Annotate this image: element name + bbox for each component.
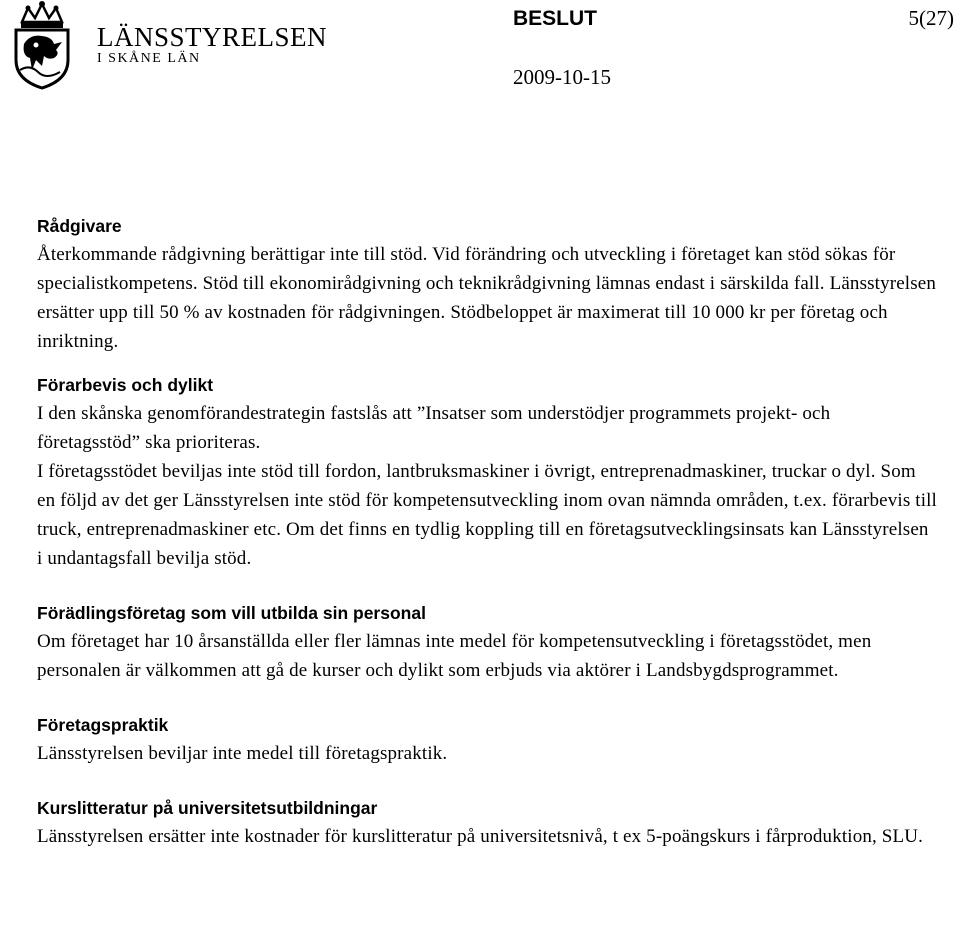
section-heading: Förarbevis och dylikt: [37, 375, 214, 395]
page-header: [0, 0, 960, 110]
document-body: [37, 212, 937, 851]
org-subtitle: I SKÅNE LÄN: [97, 51, 201, 66]
paragraph: Återkommande rådgivning berättigar inte till stöd. Vid förändring och utveckling i företaget kan stöd sökas för specialistkompetens. Stöd till ekonomirådgivning och teknikrådgivning lämnas endast i särskilda fall. Länsstyrelsen ersätter upp till 50 % av kostnaden för rådgivningen. Stödbeloppet är maximerat till 10 000 kr per företag och inriktning.: [37, 244, 936, 352]
section-heading: Företagspraktik: [37, 715, 169, 735]
section-foretagspraktik: [37, 711, 937, 768]
org-name: LÄNSSTYRELSEN: [97, 22, 328, 52]
paragraph: Länsstyrelsen beviljar inte medel till företagspraktik.: [37, 743, 448, 764]
griffin-crest-icon: [2, 0, 92, 90]
section-foradlingsforetag: [37, 599, 937, 685]
paragraph: I den skånska genomförandestrategin fastslås att ”Insatser som understödjer programmets projekt- och företagsstöd” ska prioriteras.: [37, 403, 831, 453]
logo: [2, 0, 342, 96]
document-date: 2009-10-15: [513, 65, 611, 89]
section-kurslitteratur: [37, 794, 937, 851]
section-heading: Rådgivare: [37, 216, 122, 236]
page-number: 5(27): [908, 6, 954, 30]
section-radgivare: [37, 212, 937, 356]
paragraph: Om företaget har 10 årsanställda eller fler lämnas inte medel för kompetensutveckling i företagsstödet, men personalen är välkommen att gå de kurser och dylikt som erbjuds via aktörer i Landsbygdsprogrammet.: [37, 631, 872, 681]
section-heading: Förädlingsföretag som vill utbilda sin personal: [37, 603, 426, 623]
paragraph: Länsstyrelsen ersätter inte kostnader för kurslitteratur på universitetsnivå, t ex 5-poängskurs i fårproduktion, SLU.: [37, 826, 924, 847]
document-type: BESLUT: [513, 7, 597, 30]
section-heading: Kurslitteratur på universitetsutbildningar: [37, 798, 378, 818]
section-forarbevis: [37, 371, 937, 573]
paragraph: I företagsstödet beviljas inte stöd till fordon, lantbruksmaskiner i övrigt, entreprenadmaskiner, truckar o dyl. Som en följd av det ger Länsstyrelsen inte stöd för kompetensutveckling inom ovan nämnda områden, t.ex. förarbevis till truck, entreprenadmaskiner etc. Om det finns en tydlig koppling till en företagsutvecklingsinsats kan Länsstyrelsen i undantagsfall bevilja stöd.: [37, 461, 937, 569]
